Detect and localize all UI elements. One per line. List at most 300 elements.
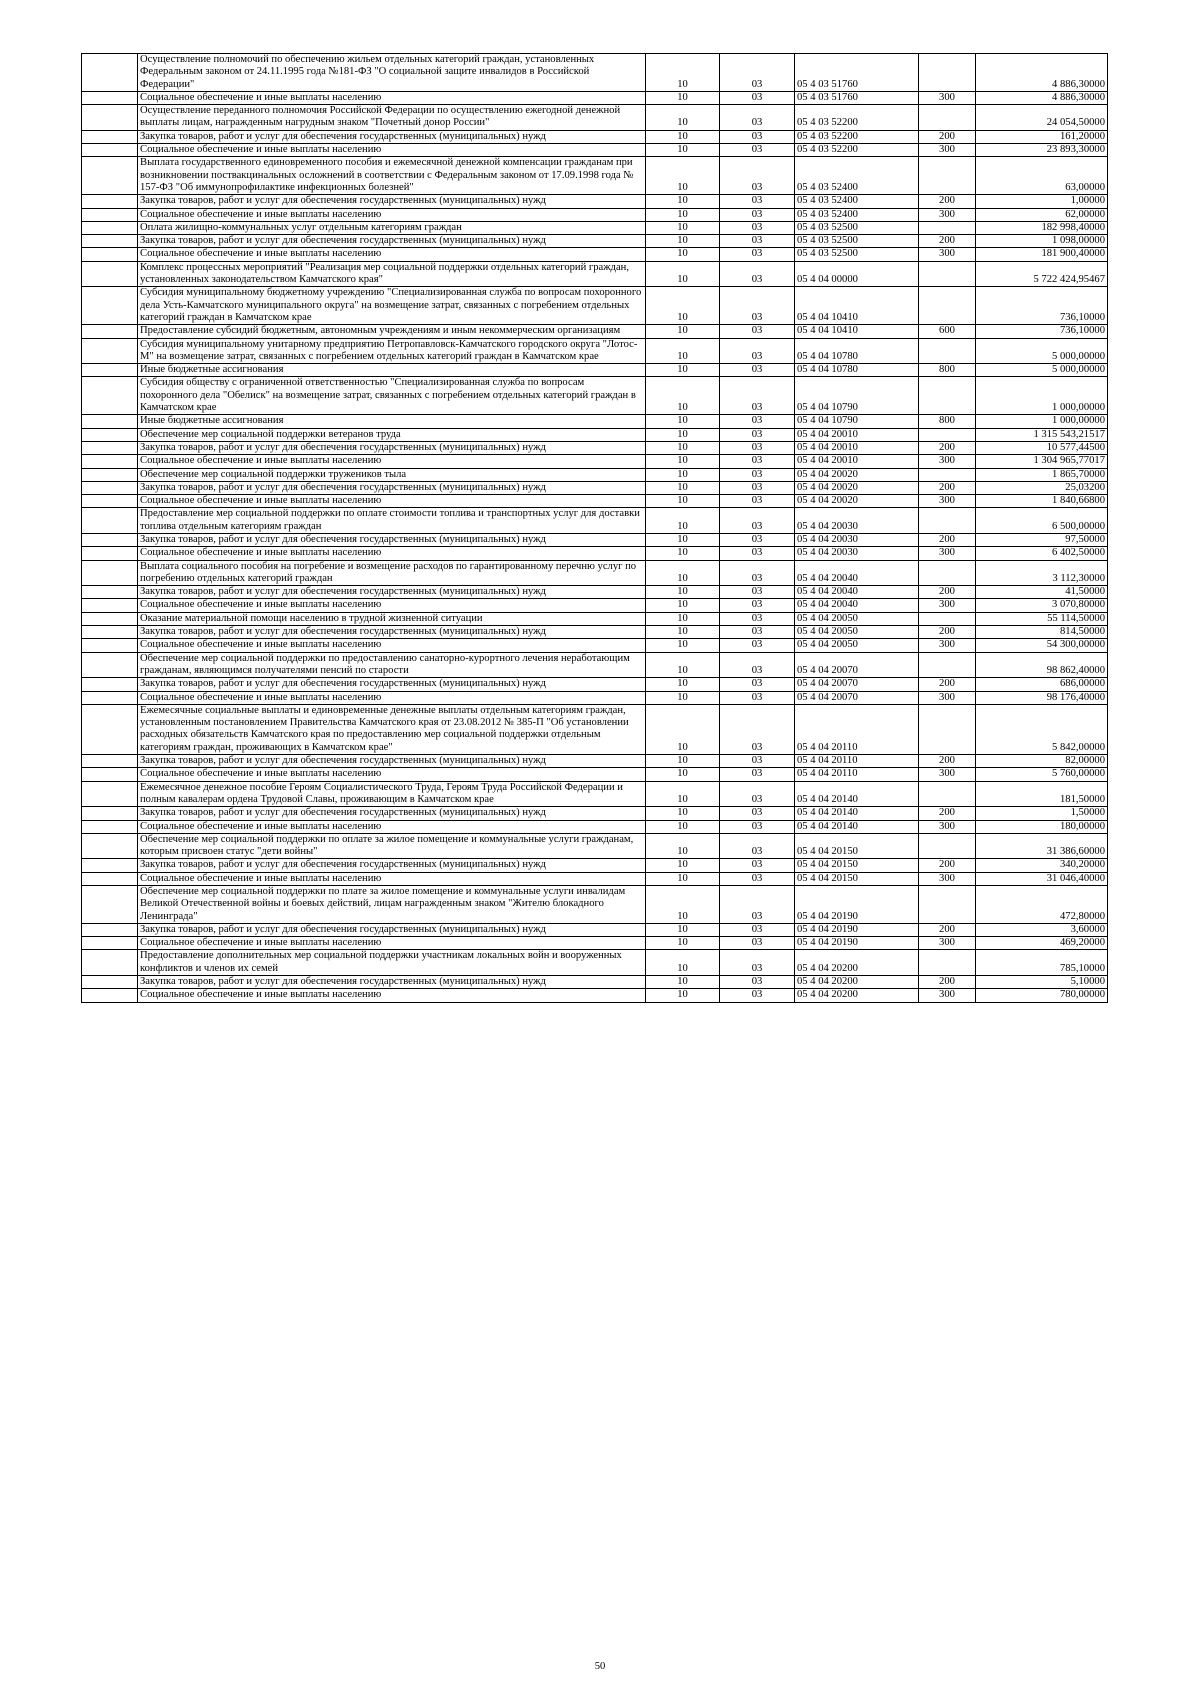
row-expense-type-cell: 300	[919, 989, 976, 1002]
row-section-cell: 10	[646, 599, 720, 612]
blank-margin-cell	[82, 923, 138, 936]
row-subsection-cell: 03	[720, 428, 795, 441]
table-row	[82, 872, 1108, 885]
blank-margin-cell	[82, 144, 138, 157]
row-expense-type-cell: 300	[919, 639, 976, 652]
row-subsection-cell: 03	[720, 807, 795, 820]
row-name-cell: Закупка товаров, работ и услуг для обеспечения государственных (муниципальных) нужд	[138, 755, 646, 768]
row-subsection-cell: 03	[720, 950, 795, 976]
row-expense-type-cell: 300	[919, 768, 976, 781]
row-subsection-cell: 03	[720, 833, 795, 859]
table-row	[82, 364, 1108, 377]
blank-margin-cell	[82, 768, 138, 781]
table-row	[82, 950, 1108, 976]
row-name-cell: Осуществление полномочий по обеспечению жильем отдельных категорий граждан, установленных Федеральным законом от 24.11.1995 года №181-ФЗ "О социальной защите инвалидов в Российской Федерации"	[138, 54, 646, 92]
table-row	[82, 886, 1108, 924]
row-expense-type-cell: 200	[919, 678, 976, 691]
row-name-cell: Закупка товаров, работ и услуг для обеспечения государственных (муниципальных) нужд	[138, 586, 646, 599]
row-amount-cell: 3 070,80000	[976, 599, 1108, 612]
row-expense-type-cell: 300	[919, 144, 976, 157]
table-row	[82, 833, 1108, 859]
row-subsection-cell: 03	[720, 691, 795, 704]
blank-margin-cell	[82, 455, 138, 468]
row-amount-cell: 5 000,00000	[976, 364, 1108, 377]
blank-margin-cell	[82, 612, 138, 625]
table-row	[82, 533, 1108, 546]
row-amount-cell: 54 300,00000	[976, 639, 1108, 652]
row-section-cell: 10	[646, 691, 720, 704]
row-target-article-cell: 05 4 03 51760	[795, 54, 919, 92]
table-row	[82, 221, 1108, 234]
row-section-cell: 10	[646, 248, 720, 261]
row-amount-cell: 5 000,00000	[976, 338, 1108, 364]
table-row	[82, 678, 1108, 691]
row-amount-cell: 98 176,40000	[976, 691, 1108, 704]
table-row	[82, 781, 1108, 807]
row-section-cell: 10	[646, 652, 720, 678]
row-expense-type-cell: 300	[919, 872, 976, 885]
blank-margin-cell	[82, 652, 138, 678]
row-target-article-cell: 05 4 04 20010	[795, 441, 919, 454]
row-amount-cell: 62,00000	[976, 208, 1108, 221]
row-target-article-cell: 05 4 04 20030	[795, 508, 919, 534]
row-name-cell: Социальное обеспечение и иные выплаты населению	[138, 248, 646, 261]
row-expense-type-cell: 200	[919, 976, 976, 989]
row-amount-cell: 181,50000	[976, 781, 1108, 807]
blank-margin-cell	[82, 261, 138, 287]
row-name-cell: Закупка товаров, работ и услуг для обеспечения государственных (муниципальных) нужд	[138, 195, 646, 208]
table-row	[82, 208, 1108, 221]
table-row	[82, 626, 1108, 639]
row-amount-cell: 736,10000	[976, 287, 1108, 325]
table-row	[82, 508, 1108, 534]
row-name-cell: Социальное обеспечение и иные выплаты населению	[138, 91, 646, 104]
blank-margin-cell	[82, 833, 138, 859]
row-amount-cell: 5 760,00000	[976, 768, 1108, 781]
row-section-cell: 10	[646, 208, 720, 221]
row-amount-cell: 5 842,00000	[976, 704, 1108, 754]
row-amount-cell: 23 893,30000	[976, 144, 1108, 157]
row-target-article-cell: 05 4 04 20190	[795, 886, 919, 924]
row-name-cell: Закупка товаров, работ и услуг для обеспечения государственных (муниципальных) нужд	[138, 678, 646, 691]
table-row	[82, 105, 1108, 131]
row-section-cell: 10	[646, 235, 720, 248]
row-amount-cell: 6 402,50000	[976, 547, 1108, 560]
row-subsection-cell: 03	[720, 455, 795, 468]
row-section-cell: 10	[646, 468, 720, 481]
row-subsection-cell: 03	[720, 508, 795, 534]
row-subsection-cell: 03	[720, 626, 795, 639]
blank-margin-cell	[82, 533, 138, 546]
row-expense-type-cell: 200	[919, 235, 976, 248]
row-section-cell: 10	[646, 586, 720, 599]
row-subsection-cell: 03	[720, 208, 795, 221]
budget-table-sheet	[81, 53, 1107, 1003]
row-target-article-cell: 05 4 04 20150	[795, 872, 919, 885]
row-section-cell: 10	[646, 481, 720, 494]
row-amount-cell: 3,60000	[976, 923, 1108, 936]
row-name-cell: Обеспечение мер социальной поддержки по оплате за жилое помещение и коммунальные услуги гражданам, которым присвоен статус "дети войны"	[138, 833, 646, 859]
blank-margin-cell	[82, 547, 138, 560]
table-row	[82, 586, 1108, 599]
row-expense-type-cell: 300	[919, 691, 976, 704]
row-section-cell: 10	[646, 195, 720, 208]
row-amount-cell: 10 577,44500	[976, 441, 1108, 454]
table-row	[82, 468, 1108, 481]
row-name-cell: Закупка товаров, работ и услуг для обеспечения государственных (муниципальных) нужд	[138, 441, 646, 454]
blank-margin-cell	[82, 586, 138, 599]
row-target-article-cell: 05 4 04 20110	[795, 704, 919, 754]
row-name-cell: Закупка товаров, работ и услуг для обеспечения государственных (муниципальных) нужд	[138, 626, 646, 639]
row-expense-type-cell	[919, 508, 976, 534]
row-subsection-cell: 03	[720, 105, 795, 131]
row-amount-cell: 31 386,60000	[976, 833, 1108, 859]
table-row	[82, 287, 1108, 325]
blank-margin-cell	[82, 495, 138, 508]
row-expense-type-cell: 200	[919, 441, 976, 454]
row-name-cell: Субсидия муниципальному бюджетному учреждению "Специализированная служба по вопросам похоронного дела Усть-Камчатского муниципального округа" на возмещение затрат, связанных с погребением отдельных категорий граждан в Камчатском крае	[138, 287, 646, 325]
row-section-cell: 10	[646, 807, 720, 820]
blank-margin-cell	[82, 157, 138, 195]
row-subsection-cell: 03	[720, 157, 795, 195]
row-target-article-cell: 05 4 04 20050	[795, 626, 919, 639]
row-expense-type-cell	[919, 338, 976, 364]
blank-margin-cell	[82, 950, 138, 976]
row-amount-cell: 686,00000	[976, 678, 1108, 691]
row-name-cell: Оплата жилищно-коммунальных услуг отдельным категориям граждан	[138, 221, 646, 234]
row-target-article-cell: 05 4 04 20150	[795, 859, 919, 872]
row-amount-cell: 4 886,30000	[976, 54, 1108, 92]
row-name-cell: Социальное обеспечение и иные выплаты населению	[138, 691, 646, 704]
row-section-cell: 10	[646, 157, 720, 195]
row-subsection-cell: 03	[720, 481, 795, 494]
row-amount-cell: 1,50000	[976, 807, 1108, 820]
row-subsection-cell: 03	[720, 755, 795, 768]
row-target-article-cell: 05 4 04 20140	[795, 807, 919, 820]
row-target-article-cell: 05 4 04 20020	[795, 481, 919, 494]
row-target-article-cell: 05 4 04 20200	[795, 976, 919, 989]
row-target-article-cell: 05 4 04 20190	[795, 923, 919, 936]
row-subsection-cell: 03	[720, 886, 795, 924]
row-subsection-cell: 03	[720, 130, 795, 143]
table-row	[82, 639, 1108, 652]
row-section-cell: 10	[646, 976, 720, 989]
row-target-article-cell: 05 4 04 10790	[795, 377, 919, 415]
row-name-cell: Социальное обеспечение и иные выплаты населению	[138, 872, 646, 885]
blank-margin-cell	[82, 599, 138, 612]
row-expense-type-cell: 300	[919, 455, 976, 468]
row-expense-type-cell: 200	[919, 859, 976, 872]
row-target-article-cell: 05 4 03 52200	[795, 105, 919, 131]
blank-margin-cell	[82, 508, 138, 534]
table-row	[82, 248, 1108, 261]
blank-margin-cell	[82, 105, 138, 131]
row-target-article-cell: 05 4 04 20070	[795, 652, 919, 678]
row-expense-type-cell: 800	[919, 415, 976, 428]
row-subsection-cell: 03	[720, 248, 795, 261]
row-name-cell: Комплекс процессных мероприятий "Реализация мер социальной поддержки отдельных категорий граждан, установленных законодательством Камчатского края"	[138, 261, 646, 287]
row-section-cell: 10	[646, 678, 720, 691]
row-name-cell: Субсидия обществу с ограниченной ответственностью "Специализированная служба по вопросам похоронного дела "Обелиск" на возмещение затрат, связанных с погребением отдельных категорий граждан в Камчатском крае	[138, 377, 646, 415]
row-amount-cell: 472,80000	[976, 886, 1108, 924]
blank-margin-cell	[82, 248, 138, 261]
row-expense-type-cell: 300	[919, 495, 976, 508]
table-row	[82, 807, 1108, 820]
row-section-cell: 10	[646, 639, 720, 652]
row-name-cell: Социальное обеспечение и иные выплаты населению	[138, 989, 646, 1002]
row-subsection-cell: 03	[720, 989, 795, 1002]
row-subsection-cell: 03	[720, 923, 795, 936]
row-name-cell: Социальное обеспечение и иные выплаты населению	[138, 208, 646, 221]
table-row	[82, 441, 1108, 454]
row-target-article-cell: 05 4 04 20140	[795, 820, 919, 833]
row-subsection-cell: 03	[720, 495, 795, 508]
row-name-cell: Закупка товаров, работ и услуг для обеспечения государственных (муниципальных) нужд	[138, 807, 646, 820]
table-row	[82, 261, 1108, 287]
row-name-cell: Социальное обеспечение и иные выплаты населению	[138, 547, 646, 560]
row-expense-type-cell	[919, 468, 976, 481]
row-amount-cell: 1 315 543,21517	[976, 428, 1108, 441]
row-expense-type-cell: 300	[919, 248, 976, 261]
row-name-cell: Предоставление субсидий бюджетным, автономным учреждениям и иным некоммерческим организациям	[138, 325, 646, 338]
row-expense-type-cell	[919, 612, 976, 625]
row-amount-cell: 55 114,50000	[976, 612, 1108, 625]
row-name-cell: Закупка товаров, работ и услуг для обеспечения государственных (муниципальных) нужд	[138, 533, 646, 546]
table-row	[82, 547, 1108, 560]
row-amount-cell: 736,10000	[976, 325, 1108, 338]
row-amount-cell: 25,03200	[976, 481, 1108, 494]
row-amount-cell: 180,00000	[976, 820, 1108, 833]
row-section-cell: 10	[646, 533, 720, 546]
table-row	[82, 989, 1108, 1002]
row-subsection-cell: 03	[720, 976, 795, 989]
table-row	[82, 157, 1108, 195]
row-amount-cell: 1 000,00000	[976, 377, 1108, 415]
blank-margin-cell	[82, 989, 138, 1002]
row-subsection-cell: 03	[720, 325, 795, 338]
blank-margin-cell	[82, 468, 138, 481]
row-expense-type-cell: 300	[919, 599, 976, 612]
table-row	[82, 377, 1108, 415]
row-section-cell: 10	[646, 261, 720, 287]
row-section-cell: 10	[646, 377, 720, 415]
row-target-article-cell: 05 4 03 52200	[795, 130, 919, 143]
table-row	[82, 976, 1108, 989]
budget-table	[81, 53, 1108, 1003]
row-expense-type-cell	[919, 377, 976, 415]
table-row	[82, 455, 1108, 468]
row-target-article-cell: 05 4 04 20110	[795, 768, 919, 781]
row-target-article-cell: 05 4 03 51760	[795, 91, 919, 104]
row-target-article-cell: 05 4 04 20190	[795, 937, 919, 950]
row-section-cell: 10	[646, 508, 720, 534]
row-target-article-cell: 05 4 04 10410	[795, 287, 919, 325]
row-name-cell: Иные бюджетные ассигнования	[138, 364, 646, 377]
table-row	[82, 652, 1108, 678]
row-target-article-cell: 05 4 04 10780	[795, 364, 919, 377]
row-expense-type-cell	[919, 157, 976, 195]
row-amount-cell: 1 840,66800	[976, 495, 1108, 508]
row-subsection-cell: 03	[720, 364, 795, 377]
row-expense-type-cell: 300	[919, 937, 976, 950]
row-subsection-cell: 03	[720, 533, 795, 546]
row-expense-type-cell: 600	[919, 325, 976, 338]
row-section-cell: 10	[646, 781, 720, 807]
blank-margin-cell	[82, 626, 138, 639]
table-row	[82, 481, 1108, 494]
row-name-cell: Закупка товаров, работ и услуг для обеспечения государственных (муниципальных) нужд	[138, 481, 646, 494]
row-expense-type-cell	[919, 54, 976, 92]
row-target-article-cell: 05 4 04 20040	[795, 599, 919, 612]
row-expense-type-cell: 300	[919, 820, 976, 833]
table-row	[82, 612, 1108, 625]
table-row	[82, 495, 1108, 508]
row-section-cell: 10	[646, 937, 720, 950]
row-expense-type-cell: 200	[919, 807, 976, 820]
budget-table-body	[82, 54, 1108, 1003]
row-target-article-cell: 05 4 03 52400	[795, 157, 919, 195]
row-target-article-cell: 05 4 04 10790	[795, 415, 919, 428]
row-target-article-cell: 05 4 04 20140	[795, 781, 919, 807]
row-subsection-cell: 03	[720, 612, 795, 625]
row-amount-cell: 41,50000	[976, 586, 1108, 599]
row-amount-cell: 97,50000	[976, 533, 1108, 546]
blank-margin-cell	[82, 886, 138, 924]
row-expense-type-cell	[919, 287, 976, 325]
row-target-article-cell: 05 4 04 20150	[795, 833, 919, 859]
row-section-cell: 10	[646, 441, 720, 454]
row-target-article-cell: 05 4 04 20070	[795, 678, 919, 691]
row-expense-type-cell: 200	[919, 923, 976, 936]
row-target-article-cell: 05 4 03 52400	[795, 208, 919, 221]
row-subsection-cell: 03	[720, 872, 795, 885]
blank-margin-cell	[82, 678, 138, 691]
row-subsection-cell: 03	[720, 704, 795, 754]
table-row	[82, 428, 1108, 441]
row-subsection-cell: 03	[720, 586, 795, 599]
blank-margin-cell	[82, 820, 138, 833]
row-subsection-cell: 03	[720, 468, 795, 481]
blank-margin-cell	[82, 428, 138, 441]
table-row	[82, 338, 1108, 364]
row-expense-type-cell: 200	[919, 586, 976, 599]
blank-margin-cell	[82, 325, 138, 338]
row-expense-type-cell: 200	[919, 626, 976, 639]
row-subsection-cell: 03	[720, 820, 795, 833]
table-row	[82, 235, 1108, 248]
row-subsection-cell: 03	[720, 144, 795, 157]
row-subsection-cell: 03	[720, 639, 795, 652]
row-subsection-cell: 03	[720, 235, 795, 248]
row-subsection-cell: 03	[720, 859, 795, 872]
row-target-article-cell: 05 4 04 10410	[795, 325, 919, 338]
row-section-cell: 10	[646, 704, 720, 754]
row-expense-type-cell	[919, 950, 976, 976]
row-name-cell: Выплата государственного единовременного пособия и ежемесячной денежной компенсации гражданам при возникновении поствакцинальных осложнений в соответствии с Федеральным законом от 17.09.1998 года № 157-ФЗ "Об иммунопрофилактике инфекционных болезней"	[138, 157, 646, 195]
row-expense-type-cell: 200	[919, 130, 976, 143]
row-target-article-cell: 05 4 03 52500	[795, 221, 919, 234]
row-amount-cell: 1 304 965,77017	[976, 455, 1108, 468]
row-subsection-cell: 03	[720, 415, 795, 428]
blank-margin-cell	[82, 807, 138, 820]
row-section-cell: 10	[646, 833, 720, 859]
row-target-article-cell: 05 4 03 52400	[795, 195, 919, 208]
row-amount-cell: 469,20000	[976, 937, 1108, 950]
table-row	[82, 937, 1108, 950]
row-subsection-cell: 03	[720, 781, 795, 807]
row-section-cell: 10	[646, 287, 720, 325]
table-row	[82, 144, 1108, 157]
blank-margin-cell	[82, 377, 138, 415]
row-name-cell: Социальное обеспечение и иные выплаты населению	[138, 495, 646, 508]
row-amount-cell: 4 886,30000	[976, 91, 1108, 104]
row-subsection-cell: 03	[720, 547, 795, 560]
row-section-cell: 10	[646, 768, 720, 781]
row-amount-cell: 3 112,30000	[976, 560, 1108, 586]
row-expense-type-cell: 300	[919, 208, 976, 221]
table-row	[82, 599, 1108, 612]
row-section-cell: 10	[646, 338, 720, 364]
row-amount-cell: 814,50000	[976, 626, 1108, 639]
row-subsection-cell: 03	[720, 221, 795, 234]
row-section-cell: 10	[646, 886, 720, 924]
row-target-article-cell: 05 4 04 20030	[795, 547, 919, 560]
row-section-cell: 10	[646, 130, 720, 143]
row-name-cell: Социальное обеспечение и иные выплаты населению	[138, 639, 646, 652]
row-expense-type-cell	[919, 261, 976, 287]
row-target-article-cell: 05 4 04 10780	[795, 338, 919, 364]
blank-margin-cell	[82, 195, 138, 208]
row-subsection-cell: 03	[720, 678, 795, 691]
blank-margin-cell	[82, 872, 138, 885]
row-name-cell: Закупка товаров, работ и услуг для обеспечения государственных (муниципальных) нужд	[138, 235, 646, 248]
row-subsection-cell: 03	[720, 599, 795, 612]
row-amount-cell: 785,10000	[976, 950, 1108, 976]
table-row	[82, 768, 1108, 781]
row-expense-type-cell	[919, 428, 976, 441]
row-name-cell: Оказание материальной помощи населению в трудной жизненной ситуации	[138, 612, 646, 625]
row-section-cell: 10	[646, 455, 720, 468]
row-section-cell: 10	[646, 989, 720, 1002]
blank-margin-cell	[82, 560, 138, 586]
blank-margin-cell	[82, 208, 138, 221]
row-section-cell: 10	[646, 859, 720, 872]
row-name-cell: Обеспечение мер социальной поддержки по плате за жилое помещение и коммунальные услуги инвалидам Великой Отечественной войны и боевых действий, лицам награжденным знаком "Жителю блокадного Ленинграда"	[138, 886, 646, 924]
blank-margin-cell	[82, 755, 138, 768]
table-row	[82, 859, 1108, 872]
row-name-cell: Социальное обеспечение и иные выплаты населению	[138, 768, 646, 781]
table-row	[82, 195, 1108, 208]
row-name-cell: Выплата социального пособия на погребение и возмещение расходов по гарантированному перечню услуг по погребению отдельных категорий граждан	[138, 560, 646, 586]
blank-margin-cell	[82, 937, 138, 950]
row-amount-cell: 31 046,40000	[976, 872, 1108, 885]
row-amount-cell: 63,00000	[976, 157, 1108, 195]
row-amount-cell: 82,00000	[976, 755, 1108, 768]
row-section-cell: 10	[646, 105, 720, 131]
row-section-cell: 10	[646, 626, 720, 639]
row-name-cell: Социальное обеспечение и иные выплаты населению	[138, 455, 646, 468]
blank-margin-cell	[82, 338, 138, 364]
row-section-cell: 10	[646, 54, 720, 92]
row-expense-type-cell: 200	[919, 755, 976, 768]
row-expense-type-cell: 200	[919, 195, 976, 208]
table-row	[82, 560, 1108, 586]
row-name-cell: Социальное обеспечение и иные выплаты населению	[138, 820, 646, 833]
table-row	[82, 820, 1108, 833]
row-amount-cell: 5,10000	[976, 976, 1108, 989]
row-subsection-cell: 03	[720, 261, 795, 287]
blank-margin-cell	[82, 976, 138, 989]
